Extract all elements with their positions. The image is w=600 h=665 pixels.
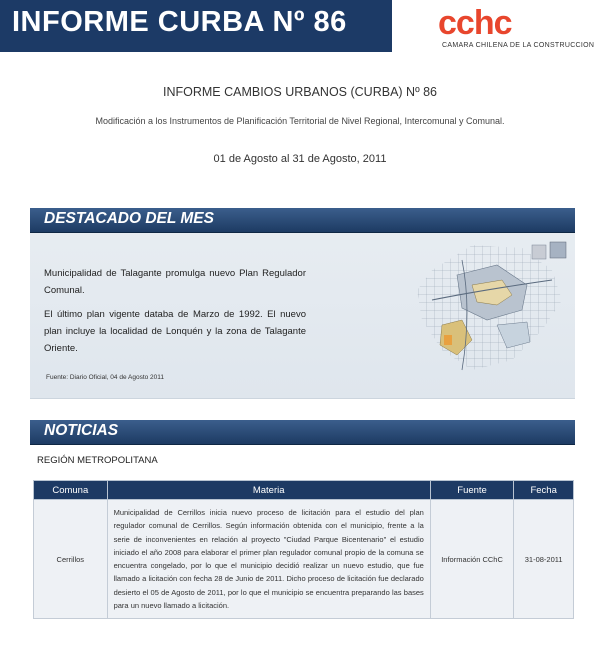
- destacado-source: Fuente: Diario Oficial, 04 de Agosto 2011: [46, 374, 165, 381]
- column-header-comuna: Comuna: [34, 481, 108, 500]
- table-row: [34, 500, 574, 619]
- column-header-fuente: Fuente: [430, 481, 514, 500]
- noticias-section: [30, 420, 575, 444]
- logo-word: cchc: [438, 4, 512, 42]
- destacado-section: [30, 208, 575, 399]
- report-period: 01 de Agosto al 31 de Agosto, 2011: [213, 153, 387, 165]
- cell-comuna: Cerrillos: [34, 500, 108, 619]
- column-header-fecha: Fecha: [514, 481, 574, 500]
- report-title: INFORME CAMBIOS URBANOS (CURBA) Nº 86: [162, 85, 438, 99]
- cchc-logo: [438, 4, 595, 52]
- table-header-row: [34, 481, 574, 500]
- header-title: INFORME CURBA Nº 86: [12, 6, 347, 38]
- column-header-materia: Materia: [107, 481, 430, 500]
- cell-fecha: 31-08-2011: [514, 500, 574, 619]
- report-subtitle: Modificación a los Instrumentos de Planificación Territorial de Nivel Regional, Intercomunal y Comunal.: [95, 116, 505, 126]
- noticias-header: [30, 420, 575, 445]
- region-label: REGIÓN METROPOLITANA: [37, 455, 158, 466]
- cell-fuente: Información CChC: [430, 500, 514, 619]
- header-banner: [0, 0, 392, 52]
- destacado-heading: DESTACADO DEL MES: [44, 210, 214, 227]
- noticias-table: [33, 480, 574, 619]
- logo-subtitle: CAMARA CHILENA DE LA CONSTRUCCION: [442, 42, 595, 49]
- destacado-paragraph-2: El último plan vigente databa de Marzo de 1992. El nuevo plan incluye la localidad de Lonquén y la zona de Talagante Oriente.: [44, 309, 306, 354]
- cell-materia: Municipalidad de Cerrillos inicia nuevo proceso de licitación para el estudio del plan regulador comunal de Cerrillos. Según información obtenida con el municipio, frente a la serie de inconvenientes en relación al proyecto "Ciudad Parque Bicentenario" el estudio iniciado el año 2008 para elaborar el primer plan regulador comunal propio de la comuna se encuentra congelado, por lo que el municipio decidió realizar un nuevo estudio, que fue llamado a licitación con fecha 28 de Junio de 2011. Dicho proceso de licitación fue declarado desierto el 05 de Agosto de 2011, por lo que el municipio se encuentra preparando las bases para un nuevo llamado a licitación.: [107, 500, 430, 619]
- plan-regulador-map: [402, 230, 570, 380]
- destacado-paragraph-1: Municipalidad de Talagante promulga nuevo Plan Regulador Comunal.: [44, 268, 306, 296]
- noticias-heading: NOTICIAS: [44, 422, 119, 439]
